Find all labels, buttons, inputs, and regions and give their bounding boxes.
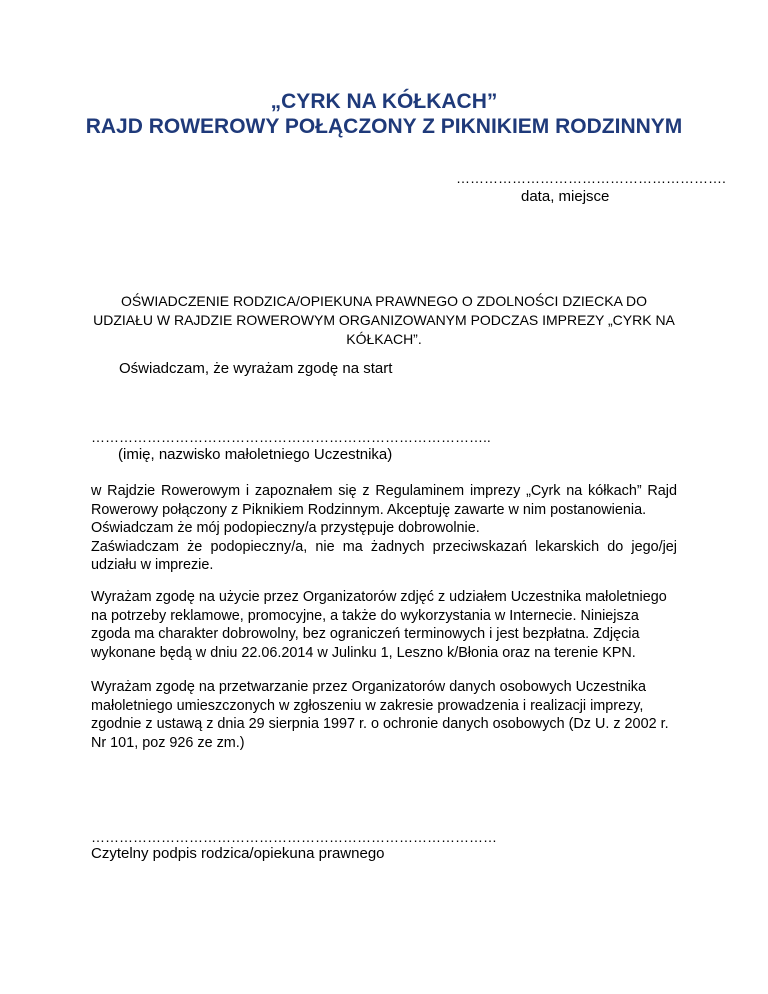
signature-field[interactable]: …………………………………………………………………………… [91,829,497,845]
participant-name-field[interactable]: ………………………………………………………………………….. [91,429,491,445]
paragraph-medical-text: Zaświadczam że podopieczny/a, nie ma żadnych przeciwskazań lekarskich do jego/jej udziału w imprezie. [91,538,677,573]
date-place-field[interactable]: …………………………………………………. [456,170,726,186]
date-place-label: data, miejsce [521,188,610,205]
paragraph-regulations-text: w Rajdzie Rowerowym i zapoznałem się z Regulaminem imprezy „Cyrk na kółkach” Rajd Rowerowy połączony z Piknikiem Rodzinnym. Akceptuję zawarte w nim postanowienia. [91,483,677,518]
participant-name-label: (imię, nazwisko małoletniego Uczestnika) [118,446,393,463]
signature-label: Czytelny podpis rodzica/opiekuna prawnego [91,845,385,862]
paragraph-photo-consent: Wyrażam zgodę na użycie przez Organizatorów zdjęć z udziałem Uczestnika małoletniego na potrzeby reklamowe, promocyjne, a także do wykorzystania w Internecie. Niniejsza zgoda ma charakter dobrowolny, bez ograniczeń terminowych i jest bezpłatna. Zdjęcia wykonane będą w dniu 22.06.2014 w Julinku 1, Leszno k/Błonia oraz na terenie KPN. [91,589,667,661]
paragraph-regulations [91,482,677,575]
paragraph-data-consent: Wyrażam zgodę na przetwarzanie przez Organizatorów danych osobowych Uczestnika małoletniego umieszczonych w zgłoszeniu w zakresie prowadzenia i realizacji imprezy, zgodnie z ustawą z dnia 29 sierpnia 1997 r. o ochronie danych osobowych (Dz U. z 2002 r. Nr 101, poz 926 ze zm.) [91,679,669,751]
paragraph-voluntary-text: Oświadczam że mój podopieczny/a przystępuje dobrowolnie. [91,520,480,536]
consent-start-text: Oświadczam, że wyrażam zgodę na start [119,360,393,377]
declaration-heading: OŚWIADCZENIE RODZICA/OPIEKUNA PRAWNEGO O ZDOLNOŚCI DZIECKA DO UDZIAŁU W RAJDZIE ROWEROWYM ORGANIZOWANYM PODCZAS IMPREZY „CYRK NA KÓŁKACH”. [93,293,675,347]
document-title: „CYRK NA KÓŁKACH” [270,90,498,113]
document-subtitle: RAJD ROWEROWY POŁĄCZONY Z PIKNIKIEM RODZINNYM [85,115,683,138]
